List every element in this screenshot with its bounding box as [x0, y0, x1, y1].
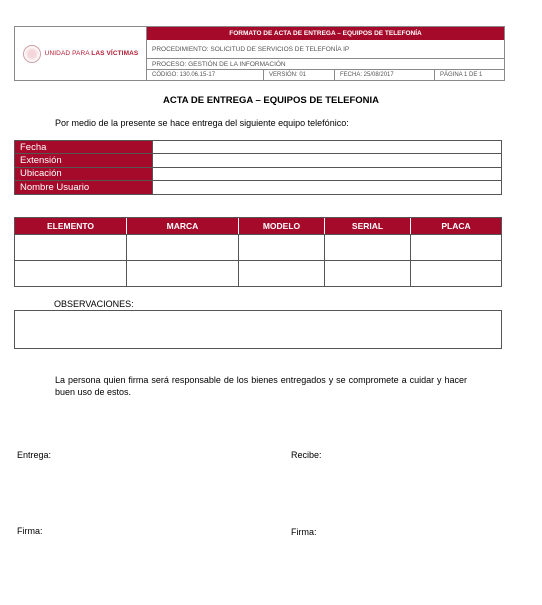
header-info	[147, 27, 504, 80]
column-header-plate: PLACA	[441, 221, 471, 231]
column-header-brand: MARCA	[127, 218, 239, 234]
logo	[15, 27, 147, 80]
plate-cell[interactable]	[411, 235, 501, 260]
info-row-date	[15, 141, 501, 154]
date-text: FECHA: 25/08/2017	[335, 70, 435, 80]
observations-field[interactable]	[14, 310, 502, 349]
serial-cell[interactable]	[325, 235, 411, 260]
table-row	[15, 260, 501, 286]
column-header-element: ELEMENTO	[15, 218, 127, 234]
element-cell[interactable]	[15, 235, 127, 260]
signature-left-label: Firma:	[17, 526, 43, 536]
receives-label: Recibe:	[291, 450, 322, 460]
column-header-serial: SERIAL	[325, 218, 411, 234]
document-header	[14, 26, 505, 81]
process-text: PROCESO: GESTIÓN DE LA INFORMACIÓN	[147, 59, 504, 70]
logo-text	[45, 50, 139, 57]
extension-field[interactable]	[153, 154, 501, 166]
model-cell[interactable]	[239, 235, 325, 260]
version-text: VERSIÓN: 01	[264, 70, 335, 80]
procedure-text: PROCEDIMIENTO: SOLICITUD DE SERVICIOS DE TELEFONÍA IP	[147, 40, 504, 59]
model-cell[interactable]	[239, 261, 325, 286]
info-label-username: Nombre Usuario	[15, 181, 153, 194]
info-table	[14, 140, 502, 195]
page-number-text: PÁGINA 1 DE 1	[440, 72, 483, 78]
username-field[interactable]	[153, 181, 501, 194]
header-meta-row	[147, 70, 504, 80]
info-label-date: Fecha	[15, 141, 153, 153]
coat-of-arms-icon	[23, 45, 41, 63]
equipment-table	[14, 217, 502, 287]
logo-text-bold: LAS VÍCTIMAS	[91, 50, 139, 57]
brand-cell[interactable]	[127, 261, 239, 286]
form-title: FORMATO DE ACTA DE ENTREGA – EQUIPOS DE TELEFONÍA	[147, 27, 504, 40]
element-cell[interactable]	[15, 261, 127, 286]
brand-cell[interactable]	[127, 235, 239, 260]
location-field[interactable]	[153, 168, 501, 180]
plate-cell[interactable]	[411, 261, 501, 286]
serial-cell[interactable]	[325, 261, 411, 286]
responsibility-text: La persona quien firma será responsable de los bienes entregados y se compromete a cuidar y hacer buen uso de estos.	[55, 375, 467, 397]
signature-right-label: Firma:	[291, 527, 317, 537]
document-title: ACTA DE ENTREGA – EQUIPOS DE TELEFONIA	[162, 95, 380, 106]
info-label-extension: Extensión	[15, 154, 153, 166]
date-field[interactable]	[153, 141, 501, 153]
table-row	[15, 234, 501, 260]
code-text: CÓDIGO: 130.06.15-17	[147, 70, 264, 80]
observations-label: OBSERVACIONES:	[54, 299, 134, 309]
equipment-table-header	[15, 218, 501, 234]
logo-text-prefix: UNIDAD PARA	[44, 50, 92, 57]
info-row-location	[15, 168, 501, 181]
info-label-location: Ubicación	[15, 168, 153, 180]
intro-text: Por medio de la presente se hace entrega del siguiente equipo telefónico:	[55, 118, 349, 128]
column-header-model: MODELO	[239, 218, 325, 234]
info-row-username	[15, 181, 501, 194]
delivers-label: Entrega:	[17, 450, 52, 460]
info-row-extension	[15, 154, 501, 167]
